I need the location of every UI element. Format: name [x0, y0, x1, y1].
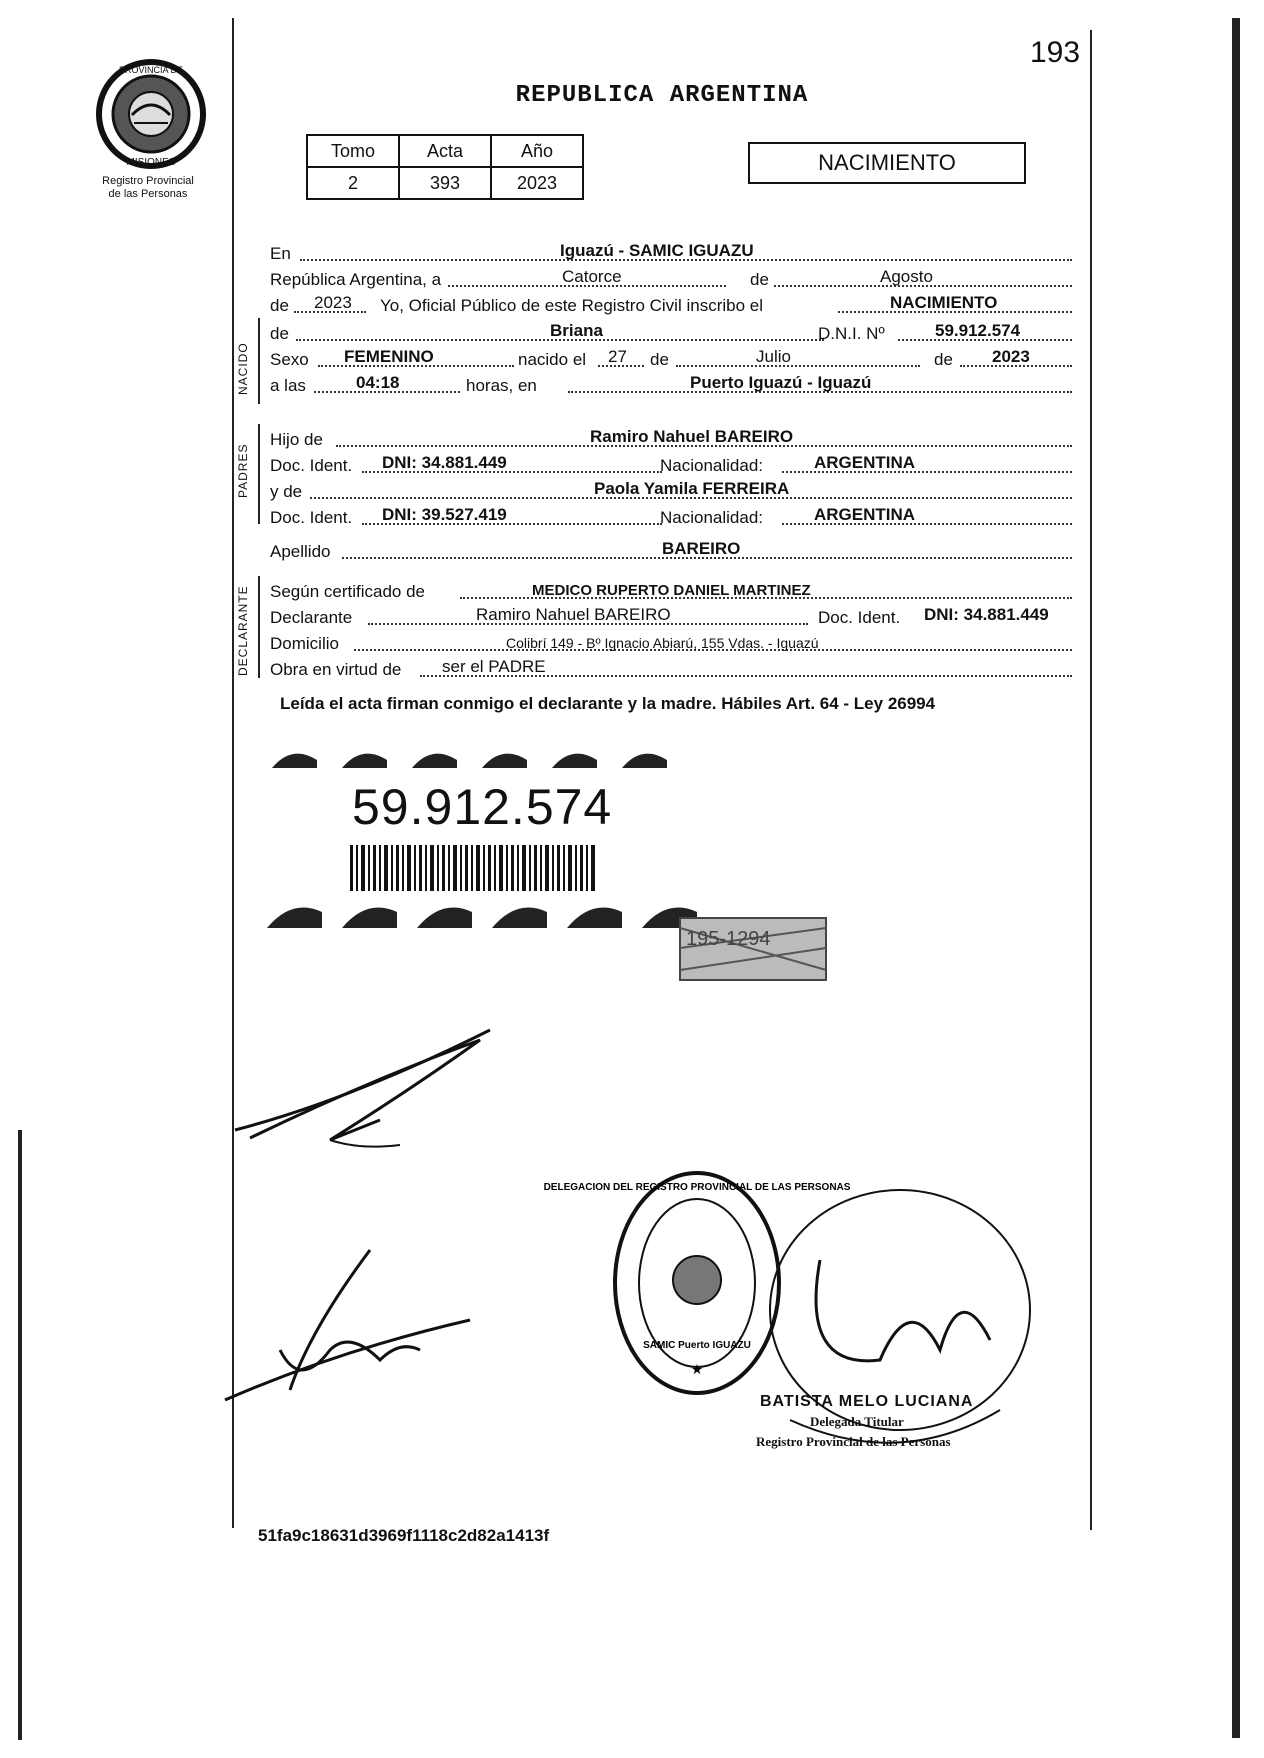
row-mother-doc [270, 504, 1070, 528]
row-inscribo [270, 292, 1070, 316]
sexo-value: FEMENINO [344, 347, 434, 366]
domicilio-label: Domicilio [270, 634, 339, 653]
sexo-label: Sexo [270, 350, 309, 369]
row-date [270, 266, 1070, 290]
acta-header: Acta [399, 135, 491, 167]
birth-place: Puerto Iguazú - Iguazú [690, 373, 872, 392]
official-name: BATISTA MELO LUCIANA [760, 1393, 974, 1410]
declarante-bracket [258, 576, 266, 678]
en-label: En [270, 244, 291, 263]
birth-day: 27 [608, 347, 627, 366]
sticker-pattern-bottom [262, 888, 712, 934]
cert-label: Según certificado de [270, 582, 425, 601]
row-mother [270, 478, 1070, 502]
father-nationality: ARGENTINA [814, 453, 916, 472]
father-doc-label: Doc. Ident. [270, 456, 353, 475]
obra-label: Obra en virtud de [270, 660, 402, 679]
logo-text-top: PROVINCIA DE [118, 65, 184, 75]
apellido-value: BAREIRO [662, 539, 741, 558]
row-address [270, 630, 1070, 654]
year-value: 2023 [314, 293, 352, 312]
declarante-doc: DNI: 34.881.449 [924, 605, 1049, 624]
dni-sticker-number: 59.912.574 [352, 779, 613, 835]
apellido-label: Apellido [270, 542, 331, 561]
mother-name: Paola Yamila FERREIRA [594, 479, 790, 498]
tomo-value: 2 [307, 167, 399, 199]
declarante-value: Ramiro Nahuel BAREIRO [476, 605, 671, 624]
de-label-2: de [270, 296, 289, 315]
logo-caption-line1: Registro Provincial [102, 175, 194, 187]
svg-text:★: ★ [690, 1361, 704, 1377]
row-place [270, 240, 1070, 264]
domicilio-value: Colibrí 149 - Bº Ignacio Abiarú, 155 Vdas. - Iguazú [506, 635, 819, 651]
declarant-signature [230, 1020, 530, 1170]
page-number: 193 [1030, 36, 1081, 69]
logo-text-bottom: MISIONES [126, 157, 176, 168]
father-name: Ramiro Nahuel BAREIRO [590, 427, 794, 446]
padres-side-label: PADRES [236, 443, 250, 498]
sticker-pattern-top [262, 742, 702, 772]
row-name [270, 320, 1070, 344]
place-value: Iguazú - SAMIC IGUAZU [560, 241, 754, 260]
row-certificate [270, 578, 1070, 602]
nacido-de-label-2: de [650, 350, 669, 369]
row-surname [270, 538, 1070, 562]
father-doc: DNI: 34.881.449 [382, 453, 507, 472]
act-type-box: NACIMIENTO [748, 142, 1026, 184]
record-table [306, 134, 584, 200]
right-edge-bar [1232, 18, 1240, 1738]
declarante-side-label: DECLARANTE [236, 585, 250, 676]
anio-value: 2023 [491, 167, 583, 199]
right-margin-line [1090, 30, 1092, 1530]
barcode [350, 845, 600, 891]
obra-value: ser el PADRE [442, 657, 546, 676]
inscribo-text: Yo, Oficial Público de este Registro Civil inscribo el [380, 296, 763, 315]
reading-note: Leída el acta firman conmigo el declarante y la madre. Hábiles Art. 64 - Ley 26994 [280, 694, 936, 713]
month-value: Agosto [880, 267, 933, 286]
dni-label: D.N.I. Nº [818, 324, 885, 343]
tomo-header: Tomo [307, 135, 399, 167]
cert-value: MEDICO RUPERTO DANIEL MARTINEZ [532, 582, 811, 599]
row-father-doc [270, 452, 1070, 476]
birth-hour: 04:18 [356, 373, 400, 392]
padres-bracket [258, 424, 266, 524]
a-las-label: a las [270, 376, 306, 395]
birth-month: Julio [756, 347, 791, 366]
mother-nationality: ARGENTINA [814, 505, 916, 524]
mother-doc: DNI: 39.527.419 [382, 505, 507, 524]
day-words: Catorce [562, 267, 622, 286]
republica-label: República Argentina, a [270, 270, 442, 289]
acta-value: 393 [399, 167, 491, 199]
document-hash: 51fa9c18631d3969f1118c2d82a1413f [258, 1526, 550, 1545]
official-role: Delegada Titular [810, 1414, 904, 1429]
logo-caption [68, 175, 228, 201]
horas-label: horas, en [466, 376, 537, 395]
child-dni: 59.912.574 [935, 321, 1021, 340]
anio-header: Año [491, 135, 583, 167]
y-de-label: y de [270, 482, 303, 501]
row-sex-birth [270, 346, 1070, 370]
misiones-coat-of-arms-logo [92, 55, 210, 173]
father-nat-label: Nacionalidad: [660, 456, 764, 475]
child-name: Briana [550, 321, 603, 340]
row-declarant [270, 604, 1070, 628]
stamp-number: 195-1294 [686, 928, 771, 950]
declarante-doc-label: Doc. Ident. [818, 608, 901, 627]
document-title: REPUBLICA ARGENTINA [515, 82, 809, 109]
left-edge-bar [18, 1130, 22, 1740]
mother-nat-label: Nacionalidad: [660, 508, 764, 527]
birth-year: 2023 [992, 347, 1030, 366]
nacido-side-label: NACIDO [236, 342, 250, 395]
declarante-label: Declarante [270, 608, 353, 627]
official-institution: Registro Provincial de las Personas [756, 1434, 951, 1449]
hijo-de-label: Hijo de [270, 430, 323, 449]
mother-doc-label: Doc. Ident. [270, 508, 353, 527]
mother-signature [220, 1240, 520, 1410]
seal-text: DELEGACION DEL REGISTRO PROVINCIAL DE LAS PERSONAS [543, 1182, 851, 1193]
seal-subtext: SAMIC Puerto IGUAZU [643, 1340, 751, 1351]
row-capacity [270, 656, 1070, 680]
row-time-place [270, 372, 1070, 396]
logo-caption-line2: de las Personas [108, 188, 188, 200]
nacido-de-label: de [270, 324, 289, 343]
de-label-1: de [750, 270, 769, 289]
inscribo-value: NACIMIENTO [890, 293, 998, 312]
row-father [270, 426, 1070, 450]
nacido-el-label: nacido el [518, 350, 587, 369]
nacido-bracket [258, 318, 266, 404]
nacido-de-label-3: de [934, 350, 953, 369]
